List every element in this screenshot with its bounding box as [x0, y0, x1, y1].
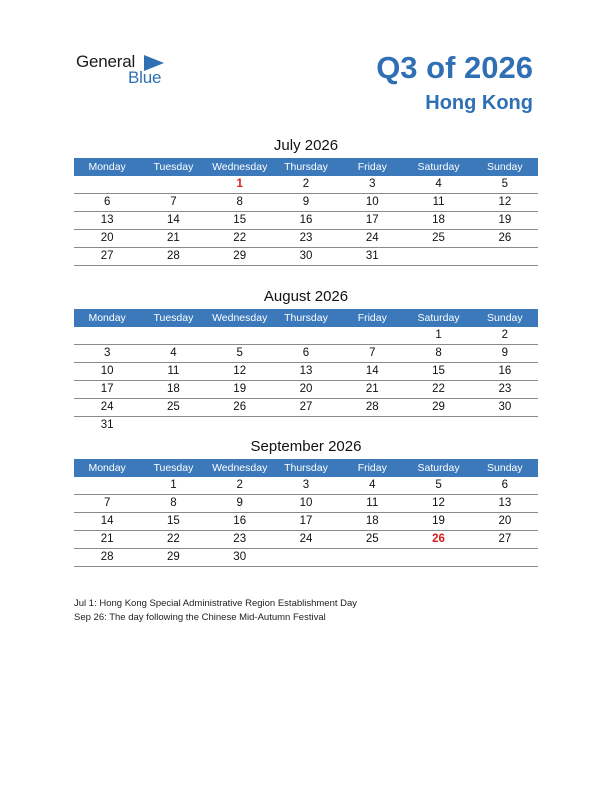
day-cell: 1 — [170, 479, 177, 491]
day-cell: 23 — [498, 383, 512, 395]
weekday-label: Monday — [88, 462, 126, 474]
month-july — [74, 134, 538, 266]
day-cell: 13 — [100, 214, 114, 226]
day-cell: 25 — [432, 232, 445, 244]
day-cell — [472, 248, 538, 265]
day-cell: 1 — [435, 329, 442, 341]
day-cell: 17 — [100, 383, 114, 395]
day-cell: 27 — [498, 533, 512, 545]
day-cell: 7 — [369, 347, 376, 359]
day-cell: 23 — [299, 232, 313, 244]
day-cell: 28 — [167, 250, 180, 262]
day-cell: 13 — [498, 497, 512, 509]
weekday-label: Sunday — [487, 312, 523, 324]
month-title: July 2026 — [273, 137, 339, 154]
day-cell: 30 — [299, 250, 313, 262]
month-title: September 2026 — [250, 438, 362, 455]
day-cell: 8 — [435, 347, 442, 359]
day-cell: 20 — [100, 232, 114, 244]
week-row — [74, 399, 538, 417]
weekday-label: Tuesday — [153, 462, 194, 474]
weekday-label: Saturday — [417, 462, 460, 474]
logo-word-blue: Blue — [128, 68, 162, 87]
day-cell: 22 — [432, 383, 445, 395]
week-row — [74, 513, 538, 531]
day-cell — [273, 549, 339, 566]
generalblue-logo — [76, 52, 176, 88]
day-cell — [207, 417, 273, 434]
day-cell: 7 — [170, 196, 177, 208]
day-cell: 17 — [299, 515, 313, 527]
week-row — [74, 549, 538, 567]
day-cell: 4 — [369, 479, 376, 491]
weekday-label: Sunday — [487, 462, 523, 474]
day-cell: 14 — [365, 365, 379, 377]
day-cell: 4 — [170, 347, 177, 359]
day-cell: 5 — [501, 178, 509, 190]
week-row — [74, 495, 538, 513]
weekday-label: Wednesday — [212, 312, 268, 324]
day-cell: 20 — [498, 515, 512, 527]
holiday-day-cell: 26 — [432, 533, 445, 545]
weekday-label: Monday — [88, 312, 126, 324]
week-row — [74, 417, 538, 434]
week-row — [74, 194, 538, 212]
day-cell — [140, 417, 206, 434]
month-title: August 2026 — [263, 288, 349, 305]
day-cell: 16 — [498, 365, 512, 377]
day-cell: 11 — [167, 365, 180, 377]
day-cell: 11 — [366, 497, 379, 509]
day-cell: 29 — [432, 401, 445, 413]
day-cell — [339, 417, 405, 434]
day-cell — [74, 327, 140, 344]
day-cell — [140, 176, 206, 193]
holiday-notes — [74, 597, 357, 625]
weekday-label: Friday — [357, 312, 387, 324]
day-cell: 24 — [299, 533, 313, 545]
weekday-label: Thursday — [284, 462, 328, 474]
day-cell — [405, 248, 471, 265]
day-cell: 25 — [365, 533, 379, 545]
day-cell: 2 — [501, 329, 509, 341]
week-row — [74, 248, 538, 266]
weekday-label: Thursday — [284, 312, 328, 324]
day-cell: 20 — [299, 383, 313, 395]
weekday-label: Thursday — [284, 161, 328, 173]
day-cell: 29 — [233, 250, 247, 262]
weekday-label: Saturday — [417, 161, 460, 173]
day-cell: 18 — [167, 383, 180, 395]
weekday-label: Sunday — [487, 161, 523, 173]
day-cell: 7 — [103, 497, 111, 509]
day-cell: 10 — [299, 497, 313, 509]
day-cell: 30 — [498, 401, 512, 413]
weekday-label: Saturday — [417, 312, 460, 324]
day-cell: 21 — [167, 232, 180, 244]
weekday-header — [74, 459, 538, 477]
day-cell: 16 — [299, 214, 313, 226]
weekday-label: Wednesday — [212, 161, 268, 173]
week-row — [74, 230, 538, 248]
weekday-label: Friday — [357, 161, 387, 173]
weekday-label: Friday — [357, 462, 387, 474]
day-cell: 25 — [167, 401, 180, 413]
holiday-note: Sep 26: The day following the Chinese Mid-Autumn Festival — [74, 612, 326, 623]
day-cell: 12 — [233, 365, 247, 377]
day-cell: 6 — [103, 196, 111, 208]
day-cell — [339, 549, 405, 566]
day-cell — [74, 176, 140, 193]
day-cell: 2 — [236, 479, 243, 491]
holiday-note: Jul 1: Hong Kong Special Administrative Region Establishment Day — [74, 598, 358, 609]
day-cell: 10 — [100, 365, 114, 377]
day-cell: 5 — [236, 347, 243, 359]
day-cell: 3 — [369, 178, 376, 190]
day-cell: 9 — [302, 196, 310, 208]
day-cell — [472, 417, 538, 434]
day-cell: 14 — [100, 515, 114, 527]
weekday-header — [74, 158, 538, 176]
day-cell: 31 — [365, 250, 379, 262]
day-cell: 3 — [103, 347, 111, 359]
day-cell: 27 — [299, 401, 313, 413]
day-cell — [472, 549, 538, 566]
day-cell: 21 — [100, 533, 114, 545]
day-cell: 27 — [100, 250, 114, 262]
day-cell: 12 — [498, 196, 512, 208]
day-cell: 15 — [233, 214, 247, 226]
day-cell — [74, 477, 140, 494]
weekday-header — [74, 309, 538, 327]
quarter-title: Q3 of 2026 — [376, 50, 533, 85]
day-cell: 22 — [167, 533, 180, 545]
weekday-label: Monday — [88, 161, 126, 173]
day-cell: 3 — [302, 479, 310, 491]
day-cell: 21 — [365, 383, 379, 395]
day-cell: 24 — [365, 232, 379, 244]
holiday-day-cell: 1 — [236, 178, 243, 190]
month-september — [74, 435, 538, 567]
day-cell: 24 — [100, 401, 114, 413]
day-cell: 10 — [365, 196, 379, 208]
weekday-label: Tuesday — [153, 312, 194, 324]
day-cell: 17 — [365, 214, 379, 226]
day-cell: 14 — [167, 214, 180, 226]
day-cell — [273, 327, 339, 344]
day-cell: 19 — [432, 515, 445, 527]
day-cell: 9 — [236, 497, 243, 509]
region-name: Hong Kong — [425, 92, 533, 114]
day-cell: 8 — [170, 497, 177, 509]
day-cell: 6 — [501, 479, 509, 491]
day-cell: 29 — [167, 551, 180, 563]
week-row — [74, 363, 538, 381]
day-cell: 28 — [365, 401, 379, 413]
day-cell: 31 — [100, 419, 114, 431]
day-cell: 15 — [432, 365, 445, 377]
day-cell: 22 — [233, 232, 247, 244]
day-cell — [140, 327, 206, 344]
week-row — [74, 345, 538, 363]
day-cell: 30 — [233, 551, 247, 563]
day-cell: 11 — [432, 196, 445, 208]
day-cell — [405, 549, 471, 566]
day-cell: 26 — [233, 401, 247, 413]
week-row — [74, 212, 538, 230]
day-cell: 8 — [236, 196, 243, 208]
day-cell: 9 — [501, 347, 509, 359]
week-row — [74, 327, 538, 345]
day-cell — [207, 327, 273, 344]
day-cell: 26 — [498, 232, 512, 244]
day-cell: 23 — [233, 533, 247, 545]
day-cell: 19 — [498, 214, 512, 226]
day-cell — [273, 417, 339, 434]
day-cell — [405, 417, 471, 434]
day-cell: 15 — [167, 515, 180, 527]
day-cell: 13 — [299, 365, 313, 377]
day-cell: 12 — [432, 497, 445, 509]
week-row — [74, 176, 538, 194]
month-august — [74, 285, 538, 434]
day-cell: 2 — [302, 178, 310, 190]
day-cell: 18 — [365, 515, 379, 527]
week-row — [74, 477, 538, 495]
day-cell: 19 — [233, 383, 247, 395]
weekday-label: Wednesday — [212, 462, 268, 474]
day-cell: 28 — [100, 551, 114, 563]
logo-word-general: General — [76, 52, 136, 71]
week-row — [74, 381, 538, 399]
weekday-label: Tuesday — [153, 161, 194, 173]
day-cell: 18 — [432, 214, 445, 226]
week-row — [74, 531, 538, 549]
day-cell: 6 — [302, 347, 310, 359]
day-cell: 5 — [435, 479, 442, 491]
day-cell: 16 — [233, 515, 247, 527]
day-cell: 4 — [435, 178, 442, 190]
day-cell — [339, 327, 405, 344]
